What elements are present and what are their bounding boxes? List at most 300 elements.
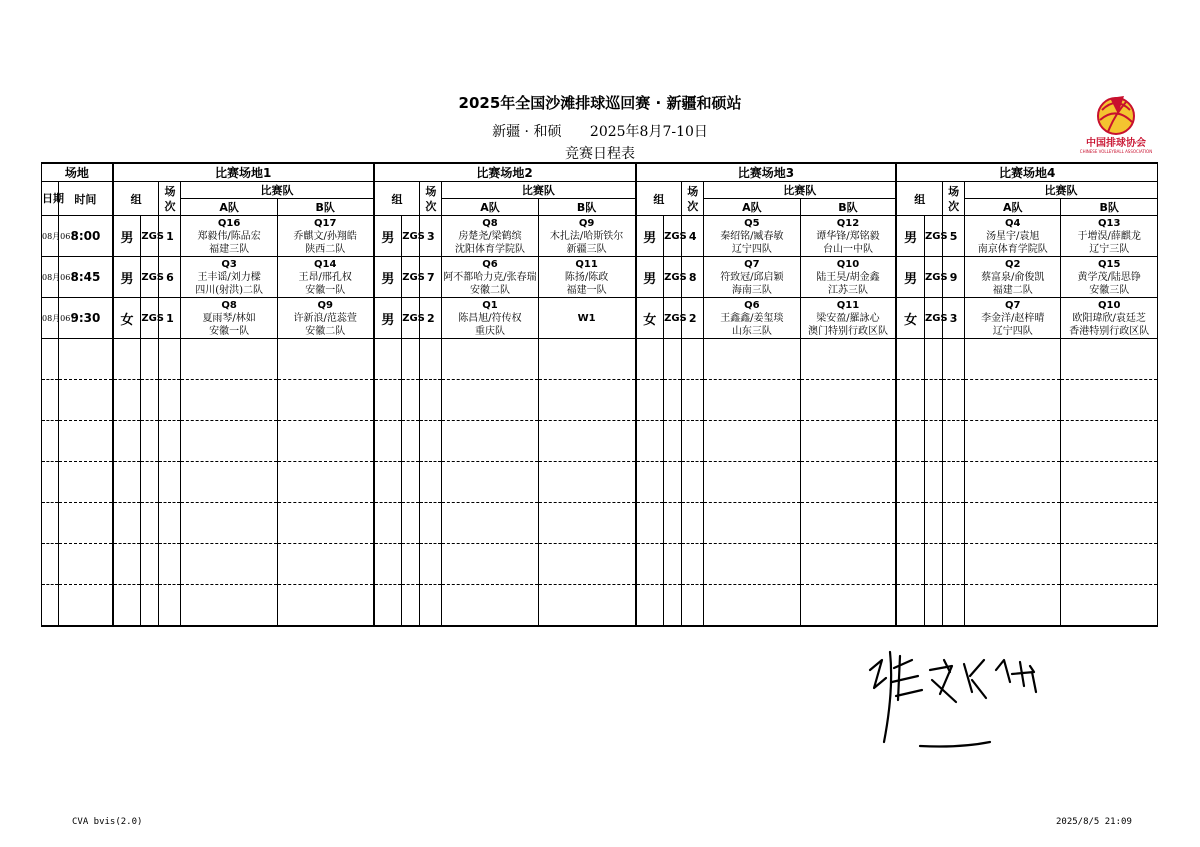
empty-cell (374, 544, 402, 585)
empty-cell (800, 462, 896, 503)
match-code: ZGS (141, 257, 159, 298)
team-a-mid: Q4 (1005, 217, 1021, 229)
court-3-header: 比赛场地3 (636, 163, 897, 182)
match-no-header-1: 场次 (159, 182, 181, 216)
empty-cell (538, 585, 635, 627)
empty-cell (402, 503, 420, 544)
team-a-mid: Q1 (482, 299, 498, 311)
empty-cell (159, 421, 181, 462)
team-a-team: 四川(射洪)二队 (195, 284, 264, 296)
empty-cell (159, 544, 181, 585)
empty-cell (420, 339, 442, 380)
team-b-mid: Q11 (836, 299, 860, 311)
team-a-team: 重庆队 (475, 325, 505, 337)
empty-cell (141, 339, 159, 380)
empty-cell (159, 380, 181, 421)
empty-cell (59, 544, 113, 585)
empty-cell (113, 503, 141, 544)
empty-cell (965, 421, 1061, 462)
empty-cell (402, 462, 420, 503)
team-a-players: 陈昌旭/符传权 (458, 312, 522, 324)
team-a-header-3: A队 (704, 199, 800, 216)
empty-cell (442, 462, 538, 503)
group-gender: 男 (113, 257, 141, 298)
empty-cell (636, 462, 664, 503)
team-a-cell (965, 298, 1061, 339)
empty-cell (277, 421, 373, 462)
empty-cell (42, 339, 59, 380)
match-code: ZGS (924, 257, 942, 298)
empty-cell (682, 585, 704, 627)
group-gender: 男 (374, 298, 402, 339)
team-a-team: 辽宁四队 (992, 325, 1033, 337)
team-a-team: 安徽一队 (209, 325, 250, 337)
empty-cell (924, 380, 942, 421)
empty-cell (181, 380, 277, 421)
empty-cell (181, 503, 277, 544)
logo-text: 中国排球协会 (1086, 138, 1146, 149)
match-no-header-2: 场次 (420, 182, 442, 216)
empty-cell (59, 339, 113, 380)
team-b-header-2: B队 (538, 199, 635, 216)
empty-cell (42, 421, 59, 462)
team-a-cell (965, 257, 1061, 298)
team-b-header-3: B队 (800, 199, 896, 216)
empty-cell (113, 339, 141, 380)
team-b-players: 陈扬/陈政 (564, 271, 609, 283)
match-code: ZGS (664, 216, 682, 257)
empty-cell (800, 421, 896, 462)
team-a-team: 福建二队 (992, 284, 1033, 296)
team-b-players: 谭华锋/郑铭毅 (816, 230, 880, 242)
empty-cell (636, 421, 664, 462)
empty-cell (664, 380, 682, 421)
empty-cell (896, 503, 924, 544)
empty-cell (943, 339, 965, 380)
team-b-header-4: B队 (1061, 199, 1158, 216)
team-a-players: 房楚尧/梁鹤缤 (458, 230, 522, 242)
empty-cell (277, 462, 373, 503)
team-b-mid: Q10 (1098, 299, 1121, 311)
empty-cell (59, 380, 113, 421)
match-code: ZGS (402, 298, 420, 339)
court-4-header: 比赛场地4 (896, 163, 1157, 182)
team-b-cell (538, 257, 635, 298)
empty-cell (42, 462, 59, 503)
match-number: 3 (943, 298, 965, 339)
match-time: 8:00 (59, 216, 113, 257)
empty-cell (113, 421, 141, 462)
match-code: ZGS (402, 216, 420, 257)
match-number: 2 (682, 298, 704, 339)
venue-header: 场地 (42, 163, 113, 182)
team-a-players: 阿不都哈力克/张春瑞 (443, 271, 537, 283)
group-gender: 男 (374, 216, 402, 257)
empty-cell (924, 503, 942, 544)
team-a-header-1: A队 (181, 199, 277, 216)
team-b-cell (277, 298, 373, 339)
empty-cell (420, 380, 442, 421)
empty-cell (682, 421, 704, 462)
team-b-cell (800, 298, 896, 339)
court-2-header: 比赛场地2 (374, 163, 636, 182)
empty-cell (42, 503, 59, 544)
empty-cell (42, 544, 59, 585)
empty-cell (943, 544, 965, 585)
team-a-team: 海南三队 (731, 284, 772, 296)
group-gender: 女 (896, 298, 924, 339)
empty-cell (704, 503, 800, 544)
schedule-body (42, 216, 1158, 627)
match-number: 5 (943, 216, 965, 257)
dates-text: 2025年8月7-10日 (589, 124, 708, 140)
empty-cell (682, 503, 704, 544)
team-a-cell (442, 257, 538, 298)
team-a-team: 南京体育学院队 (977, 243, 1048, 255)
empty-cell (800, 380, 896, 421)
team-b-team: 安徽一队 (305, 284, 346, 296)
empty-cell (704, 421, 800, 462)
team-a-team: 沈阳体育学院队 (455, 243, 525, 255)
team-a-cell (704, 257, 800, 298)
empty-cell (800, 585, 896, 627)
empty-cell (538, 462, 635, 503)
empty-cell (374, 339, 402, 380)
team-b-players: 乔麒文/孙翔皓 (293, 230, 357, 242)
empty-cell (442, 380, 538, 421)
empty-cell (277, 503, 373, 544)
team-a-cell (181, 257, 277, 298)
match-code: ZGS (141, 298, 159, 339)
empty-cell (965, 339, 1061, 380)
footer-version: CVA bvis(2.0) (72, 817, 143, 827)
team-a-mid: Q3 (221, 258, 237, 270)
subtitle (0, 121, 1200, 141)
teams-header-1: 比赛队 (181, 182, 374, 199)
table-row (42, 257, 1158, 298)
group-header-3: 组 (636, 182, 682, 216)
empty-cell (636, 544, 664, 585)
empty-cell (896, 544, 924, 585)
match-code: ZGS (924, 216, 942, 257)
team-b-team: 福建一队 (566, 284, 607, 296)
empty-cell (141, 462, 159, 503)
empty-cell (943, 421, 965, 462)
empty-cell (141, 421, 159, 462)
empty-cell (181, 544, 277, 585)
match-number: 1 (159, 298, 181, 339)
empty-cell (420, 585, 442, 627)
team-b-cell (538, 216, 635, 257)
team-a-team: 辽宁四队 (731, 243, 772, 255)
empty-cell (420, 421, 442, 462)
team-a-team: 安徽二队 (470, 284, 510, 296)
empty-row (42, 544, 1158, 585)
court-1-header: 比赛场地1 (113, 163, 374, 182)
empty-cell (1061, 380, 1158, 421)
team-b-players: 梁安盈/羅詠心 (816, 312, 880, 324)
teams-header-3: 比赛队 (704, 182, 897, 199)
empty-cell (965, 462, 1061, 503)
match-date: 08月06日 (42, 298, 59, 339)
empty-row (42, 339, 1158, 380)
empty-cell (277, 380, 373, 421)
match-number: 9 (943, 257, 965, 298)
empty-cell (704, 380, 800, 421)
empty-cell (141, 380, 159, 421)
team-b-team: 辽宁三队 (1089, 243, 1130, 255)
team-a-cell (181, 298, 277, 339)
team-b-cell (277, 257, 373, 298)
empty-cell (636, 380, 664, 421)
group-gender: 男 (636, 216, 664, 257)
empty-cell (943, 585, 965, 627)
empty-cell (664, 544, 682, 585)
teams-header-2: 比赛队 (442, 182, 636, 199)
empty-cell (965, 380, 1061, 421)
empty-cell (442, 544, 538, 585)
empty-cell (896, 380, 924, 421)
empty-cell (374, 585, 402, 627)
team-a-team: 福建三队 (209, 243, 250, 255)
empty-cell (59, 462, 113, 503)
empty-cell (704, 544, 800, 585)
group-gender: 女 (113, 298, 141, 339)
empty-cell (442, 339, 538, 380)
table-row (42, 216, 1158, 257)
group-gender: 女 (636, 298, 664, 339)
team-a-mid: Q6 (744, 299, 760, 311)
group-gender: 男 (113, 216, 141, 257)
empty-cell (141, 503, 159, 544)
team-a-mid: Q5 (744, 217, 760, 229)
team-a-players: 蔡富泉/俞俊凯 (981, 271, 1045, 283)
match-date: 08月06日 (42, 257, 59, 298)
match-number: 2 (420, 298, 442, 339)
match-code: ZGS (402, 257, 420, 298)
match-code: ZGS (664, 257, 682, 298)
team-b-cell (538, 298, 635, 339)
match-code: ZGS (664, 298, 682, 339)
group-gender: 男 (896, 216, 924, 257)
empty-cell (159, 462, 181, 503)
empty-cell (538, 339, 635, 380)
empty-cell (141, 544, 159, 585)
empty-cell (538, 544, 635, 585)
empty-cell (896, 585, 924, 627)
team-a-header-2: A队 (442, 199, 538, 216)
empty-cell (924, 421, 942, 462)
group-header-2: 组 (374, 182, 420, 216)
empty-cell (924, 339, 942, 380)
match-date: 08月06日 (42, 216, 59, 257)
location-text: 新疆 · 和硕 (492, 124, 562, 140)
empty-cell (1061, 585, 1158, 627)
empty-cell (42, 585, 59, 627)
match-number: 8 (682, 257, 704, 298)
empty-cell (682, 339, 704, 380)
team-b-cell (800, 257, 896, 298)
team-b-players: 陆王昊/胡金鑫 (816, 271, 880, 283)
empty-cell (181, 339, 277, 380)
team-b-players: 王昂/邢孔权 (298, 271, 352, 283)
empty-cell (442, 585, 538, 627)
empty-cell (42, 380, 59, 421)
empty-cell (538, 380, 635, 421)
empty-cell (943, 462, 965, 503)
empty-cell (664, 585, 682, 627)
table-row (42, 298, 1158, 339)
team-b-players: 黄学茂/陆思铮 (1077, 271, 1141, 283)
empty-cell (59, 585, 113, 627)
team-a-cell (181, 216, 277, 257)
empty-cell (181, 421, 277, 462)
schedule-table (41, 162, 1158, 627)
empty-row (42, 462, 1158, 503)
team-a-mid: Q16 (217, 217, 241, 229)
empty-cell (159, 339, 181, 380)
empty-cell (682, 380, 704, 421)
empty-cell (277, 585, 373, 627)
team-b-mid: Q17 (314, 217, 337, 229)
empty-cell (442, 503, 538, 544)
empty-cell (59, 421, 113, 462)
empty-cell (800, 544, 896, 585)
team-a-cell (704, 298, 800, 339)
empty-cell (704, 462, 800, 503)
empty-cell (1061, 421, 1158, 462)
signature-image (860, 630, 1060, 750)
time-header: 时间 (59, 182, 113, 216)
team-a-cell (965, 216, 1061, 257)
team-b-team: 安徽二队 (305, 325, 346, 337)
empty-cell (896, 462, 924, 503)
empty-cell (402, 380, 420, 421)
team-a-players: 秦绍铭/臧春敏 (720, 230, 784, 242)
empty-cell (965, 544, 1061, 585)
empty-cell (943, 503, 965, 544)
team-b-header-1: B队 (277, 199, 373, 216)
empty-cell (402, 421, 420, 462)
empty-cell (374, 421, 402, 462)
team-b-cell (277, 216, 373, 257)
empty-row (42, 503, 1158, 544)
team-b-team: 台山一中队 (822, 243, 873, 255)
empty-cell (374, 503, 402, 544)
header-row-ab (42, 199, 1158, 216)
team-b-mid: Q9 (578, 217, 595, 229)
empty-cell (420, 544, 442, 585)
empty-cell (402, 339, 420, 380)
page-title: 2025年全国沙滩排球巡回赛 · 新疆和硕站 (458, 94, 742, 112)
empty-row (42, 585, 1158, 627)
team-b-mid: Q10 (836, 258, 860, 270)
team-a-team: 山东三队 (731, 325, 772, 337)
empty-cell (420, 462, 442, 503)
empty-cell (420, 503, 442, 544)
match-no-header-3: 场次 (682, 182, 704, 216)
empty-cell (402, 585, 420, 627)
group-gender: 男 (896, 257, 924, 298)
team-b-team: 新疆三队 (566, 243, 607, 255)
empty-cell (924, 544, 942, 585)
empty-cell (113, 585, 141, 627)
date-header: 日期 (42, 182, 59, 216)
team-a-mid: Q8 (221, 299, 237, 311)
empty-cell (113, 544, 141, 585)
team-b-mid: Q11 (575, 258, 598, 270)
empty-cell (636, 585, 664, 627)
empty-cell (664, 503, 682, 544)
team-a-players: 王丰谣/刘力樑 (197, 271, 261, 283)
team-b-mid: Q14 (314, 258, 337, 270)
empty-cell (664, 339, 682, 380)
empty-cell (141, 585, 159, 627)
empty-cell (800, 503, 896, 544)
teams-header-4: 比赛队 (965, 182, 1158, 199)
team-a-players: 符致冠/邱启颖 (720, 271, 784, 283)
empty-cell (59, 503, 113, 544)
team-b-team: 江苏三队 (827, 284, 868, 296)
empty-cell (277, 339, 373, 380)
schedule-caption: 竞赛日程表 (565, 146, 635, 162)
team-b-team: 陕西二队 (305, 243, 346, 255)
match-time: 9:30 (59, 298, 113, 339)
empty-cell (682, 462, 704, 503)
team-a-players: 汤星宇/袁旭 (986, 230, 1040, 242)
header-row-labels (42, 182, 1158, 199)
logo-subtext: CHINESE VOLLEYBALL ASSOCIATION (1079, 149, 1153, 154)
empty-cell (374, 380, 402, 421)
empty-cell (924, 585, 942, 627)
team-b-cell (1061, 216, 1158, 257)
match-number: 4 (682, 216, 704, 257)
empty-cell (965, 585, 1061, 627)
empty-cell (402, 544, 420, 585)
team-a-cell (704, 216, 800, 257)
empty-cell (159, 503, 181, 544)
empty-cell (374, 462, 402, 503)
group-gender: 男 (636, 257, 664, 298)
empty-cell (181, 462, 277, 503)
empty-cell (636, 339, 664, 380)
empty-cell (113, 380, 141, 421)
team-a-mid: Q8 (482, 217, 498, 229)
empty-cell (1061, 339, 1158, 380)
team-b-cell (1061, 298, 1158, 339)
empty-row (42, 380, 1158, 421)
team-b-team: 安徽三队 (1089, 284, 1130, 296)
team-b-mid: Q12 (836, 217, 860, 229)
empty-cell (277, 544, 373, 585)
team-b-mid: Q9 (317, 299, 333, 311)
team-a-cell (442, 216, 538, 257)
team-a-players: 王鑫鑫/姜玺琰 (720, 312, 784, 324)
empty-cell (636, 503, 664, 544)
empty-cell (704, 585, 800, 627)
group-header-4: 组 (896, 182, 942, 216)
empty-cell (159, 585, 181, 627)
group-header-1: 组 (113, 182, 159, 216)
empty-cell (538, 421, 635, 462)
match-code: ZGS (924, 298, 942, 339)
empty-row (42, 421, 1158, 462)
empty-cell (442, 421, 538, 462)
empty-cell (924, 462, 942, 503)
match-no-header-4: 场次 (943, 182, 965, 216)
team-a-mid: Q2 (1005, 258, 1021, 270)
team-b-players: 许新浪/范蕊萱 (293, 312, 357, 324)
